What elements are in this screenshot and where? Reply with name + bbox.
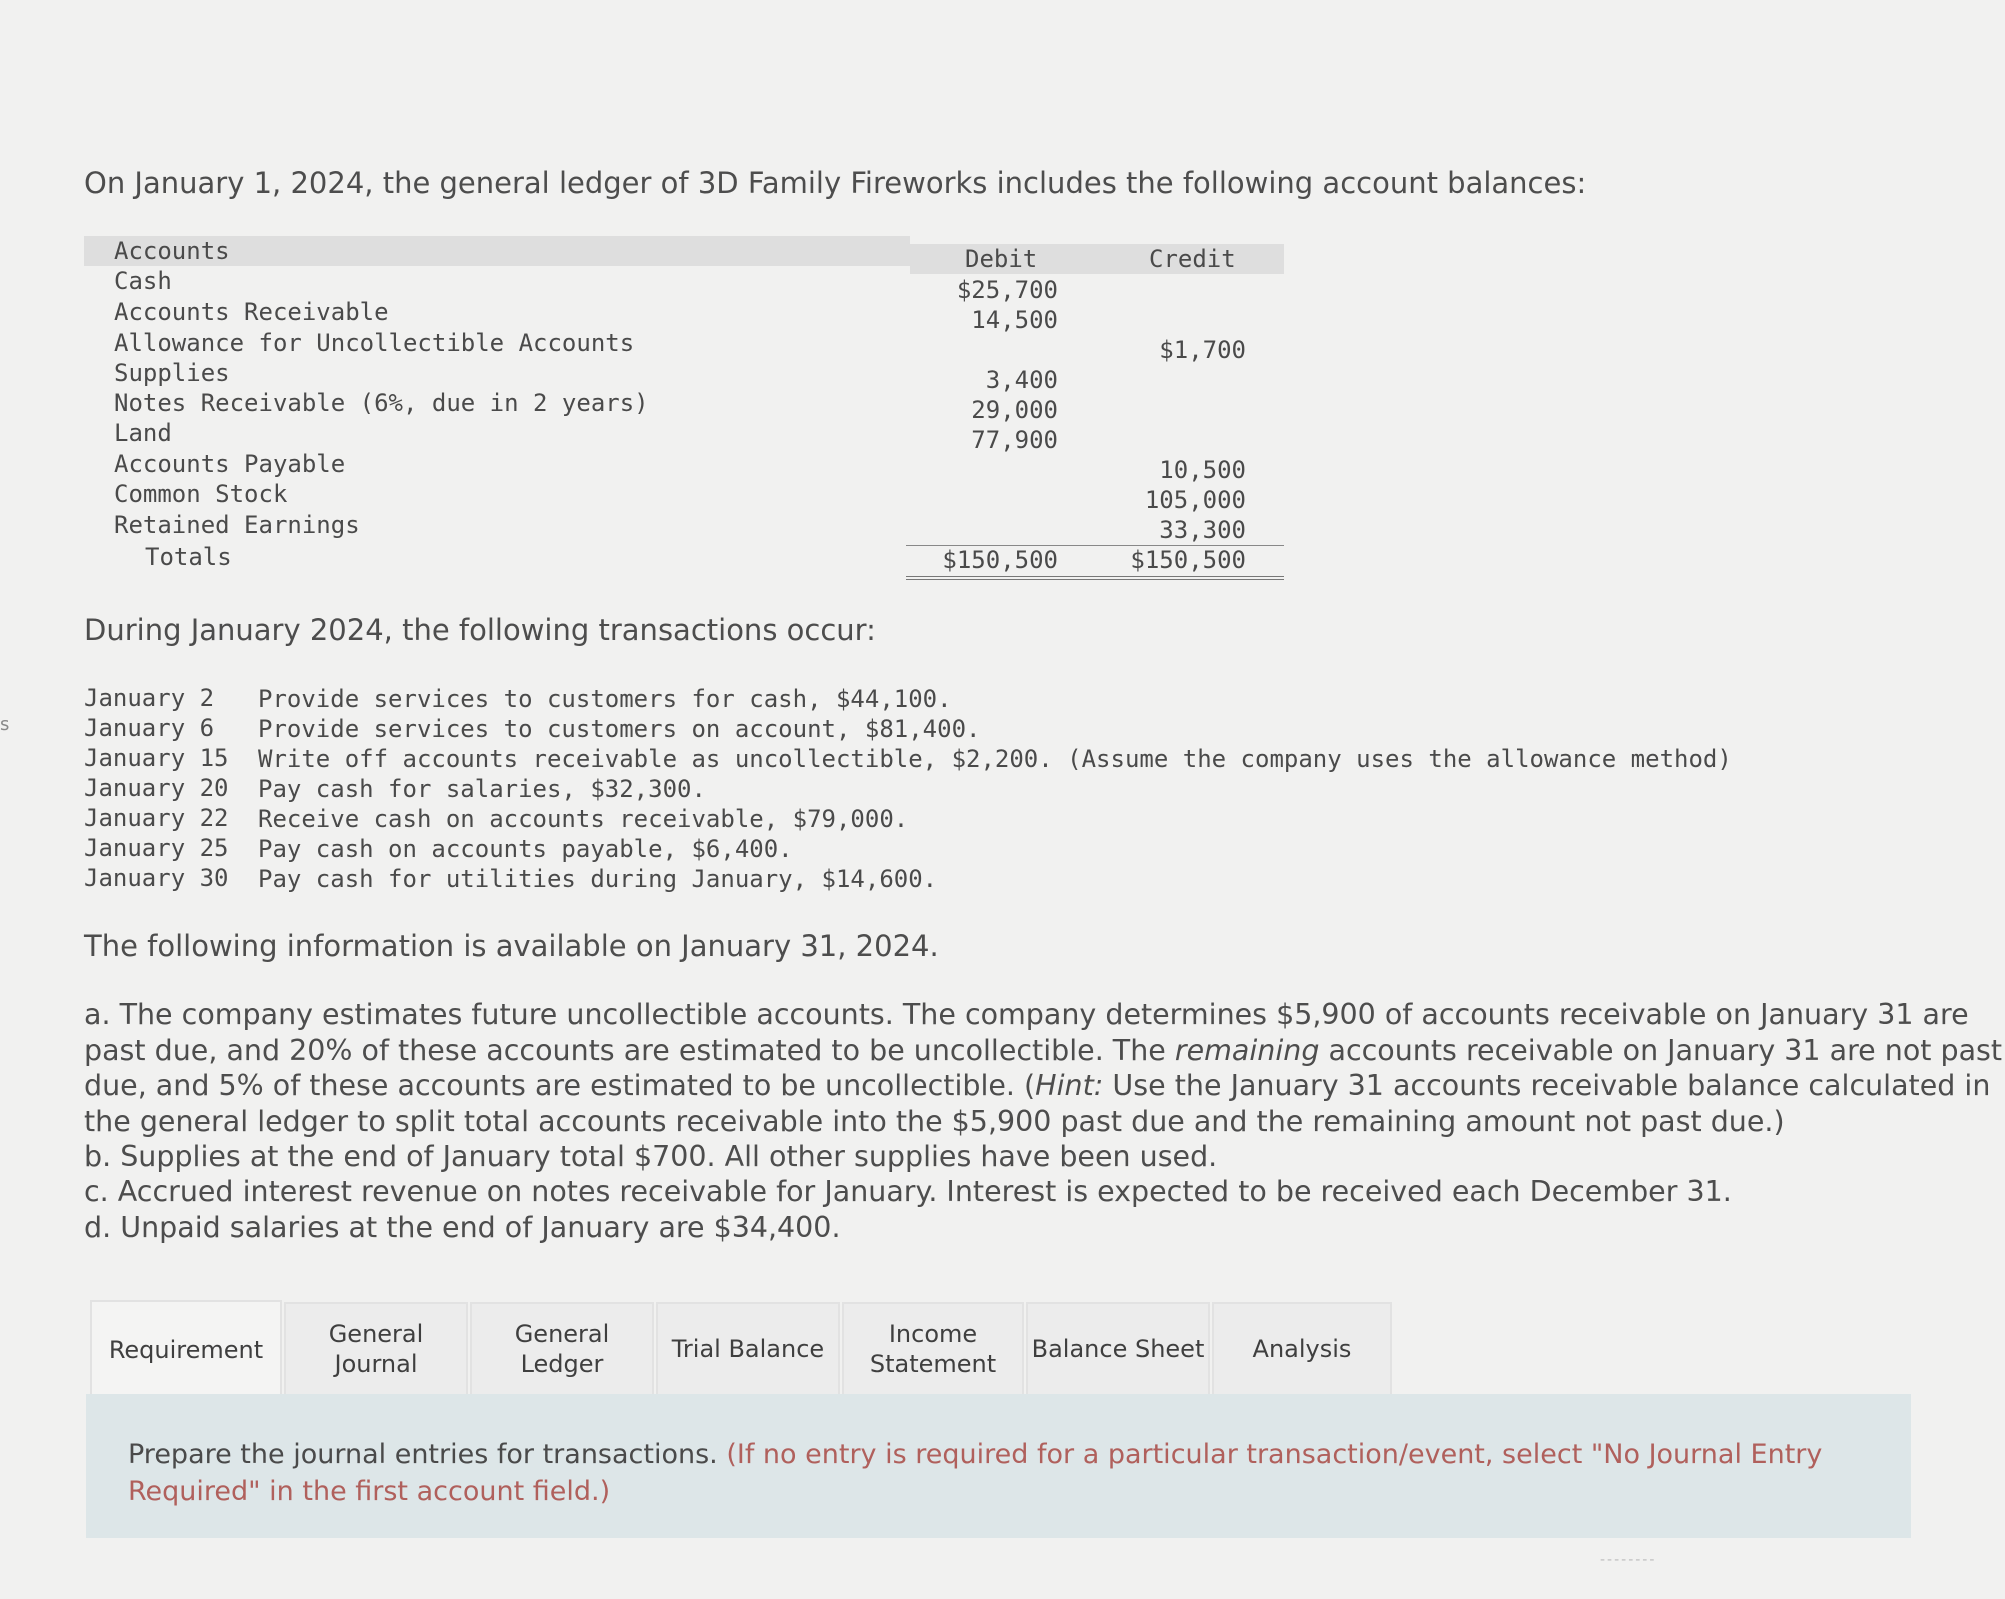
account-name: Land	[114, 419, 172, 447]
tab-label: Trial Balance	[671, 1335, 825, 1363]
account-name: Common Stock	[114, 480, 288, 508]
instruction-note: Required" in the first account field.)	[128, 1476, 611, 1507]
transaction-text: Provide services to customers on account, $81,400.	[258, 715, 981, 743]
instruction-note: (If no entry is required for a particular transaction/event, select "No Journal Entry	[717, 1439, 1823, 1470]
credit-amount: 10,500	[1159, 456, 1246, 484]
requirement-c: c. Accrued interest revenue on notes receivable for January. Interest is expected to be received each December 31.	[84, 1175, 1732, 1208]
tab-label: Requirement	[108, 1336, 264, 1364]
debit-amount: $25,700	[956, 276, 1058, 304]
tab-general-ledger[interactable]	[470, 1302, 654, 1394]
credit-total: $150,500	[1130, 546, 1246, 574]
tab-label-line: Income	[888, 1320, 978, 1348]
transaction-date: January 25	[84, 834, 229, 862]
requirement-d: d. Unpaid salaries at the end of January are $34,400.	[84, 1211, 841, 1244]
account-name: Accounts Payable	[114, 450, 346, 478]
account-name: Retained Earnings	[114, 511, 360, 539]
instruction-text	[128, 1436, 1868, 1510]
transaction-date: January 15	[84, 744, 229, 772]
transaction-text: Pay cash for utilities during January, $14,600.	[258, 865, 938, 893]
requirement-a-text: due, and 5% of these accounts are estimated to be uncollectible. (	[84, 1069, 1036, 1102]
transaction-text: Write off accounts receivable as uncollectible, $2,200. (Assume the company uses the allowance method)	[258, 745, 1732, 773]
account-name: Supplies	[114, 359, 230, 387]
intro-text: On January 1, 2024, the general ledger of 3D Family Fireworks includes the following account balances:	[84, 166, 1587, 200]
credit-amount: 33,300	[1159, 516, 1246, 544]
tab-label	[515, 1319, 610, 1379]
transaction-text: Pay cash on accounts payable, $6,400.	[258, 835, 793, 863]
transaction-text: Provide services to customers for cash, $44,100.	[258, 685, 952, 713]
requirement-a-text: Use the January 31 accounts receivable balance calculated in	[1103, 1069, 1991, 1102]
debit-amount: 77,900	[971, 426, 1058, 454]
requirement-a-line3	[84, 1068, 1990, 1104]
tab-label-line: Journal	[334, 1350, 418, 1378]
requirement-a-text: accounts receivable on January 31 are not past	[1319, 1034, 2003, 1067]
footer-dots: --------	[1600, 1552, 1657, 1568]
tab-general-journal[interactable]	[284, 1302, 468, 1394]
totals-double-rule-2	[906, 579, 1284, 580]
tab-income-statement[interactable]	[842, 1302, 1024, 1394]
requirement-a-text: past due, and 20% of these accounts are estimated to be uncollectible. The	[84, 1034, 1175, 1067]
tab-label-line: Ledger	[520, 1350, 604, 1378]
credit-amount: $1,700	[1159, 336, 1246, 364]
accounts-header: Accounts	[114, 237, 230, 265]
tab-analysis[interactable]	[1212, 1302, 1392, 1394]
edge-mark: s	[0, 714, 10, 735]
tab-label-line: General	[514, 1320, 610, 1348]
totals-double-rule-1	[906, 576, 1284, 577]
account-name: Notes Receivable (6%, due in 2 years)	[114, 389, 649, 417]
requirement-a-hint: Hint:	[1035, 1069, 1104, 1102]
account-name: Accounts Receivable	[114, 298, 389, 326]
debit-amount: 29,000	[971, 396, 1058, 424]
transaction-text: Pay cash for salaries, $32,300.	[258, 775, 706, 803]
debit-amount: 14,500	[971, 306, 1058, 334]
tab-label: Balance Sheet	[1031, 1335, 1205, 1363]
transaction-date: January 30	[84, 864, 229, 892]
tab-balance-sheet[interactable]	[1026, 1302, 1210, 1394]
account-name: Cash	[114, 267, 172, 295]
info-text: The following information is available on January 31, 2024.	[84, 929, 939, 963]
tab-requirement[interactable]	[90, 1300, 282, 1398]
requirement-a-line1: a. The company estimates future uncollectible accounts. The company determines $5,900 of accounts receivable on January 31 are	[84, 998, 1969, 1031]
totals-label: Totals	[145, 543, 232, 571]
requirement-a-line4: the general ledger to split total accounts receivable into the $5,900 past due and the remaining amount not past due.)	[84, 1105, 1785, 1138]
transaction-date: January 6	[84, 714, 215, 742]
debit-header: Debit	[965, 245, 1038, 273]
tab-trial-balance[interactable]	[656, 1302, 840, 1394]
tab-label-line: Statement	[869, 1350, 997, 1378]
credit-amount: 105,000	[1144, 486, 1246, 514]
transaction-date: January 20	[84, 774, 229, 802]
debit-total: $150,500	[942, 546, 1058, 574]
instruction-main: Prepare the journal entries for transactions.	[128, 1439, 718, 1470]
tab-label	[870, 1319, 996, 1379]
tab-label	[329, 1319, 424, 1379]
requirement-a-line2	[84, 1033, 2002, 1069]
tab-label-line: General	[328, 1320, 424, 1348]
transaction-text: Receive cash on accounts receivable, $79,000.	[258, 805, 909, 833]
credit-header: Credit	[1149, 245, 1236, 273]
requirement-a-emphasis: remaining	[1174, 1034, 1320, 1067]
transaction-date: January 22	[84, 804, 229, 832]
during-text: During January 2024, the following transactions occur:	[84, 613, 876, 647]
account-name: Allowance for Uncollectible Accounts	[114, 329, 635, 357]
tab-label: Analysis	[1252, 1335, 1352, 1363]
debit-amount: 3,400	[985, 366, 1058, 394]
requirement-b: b. Supplies at the end of January total $700. All other supplies have been used.	[84, 1140, 1218, 1173]
transaction-date: January 2	[84, 684, 215, 712]
